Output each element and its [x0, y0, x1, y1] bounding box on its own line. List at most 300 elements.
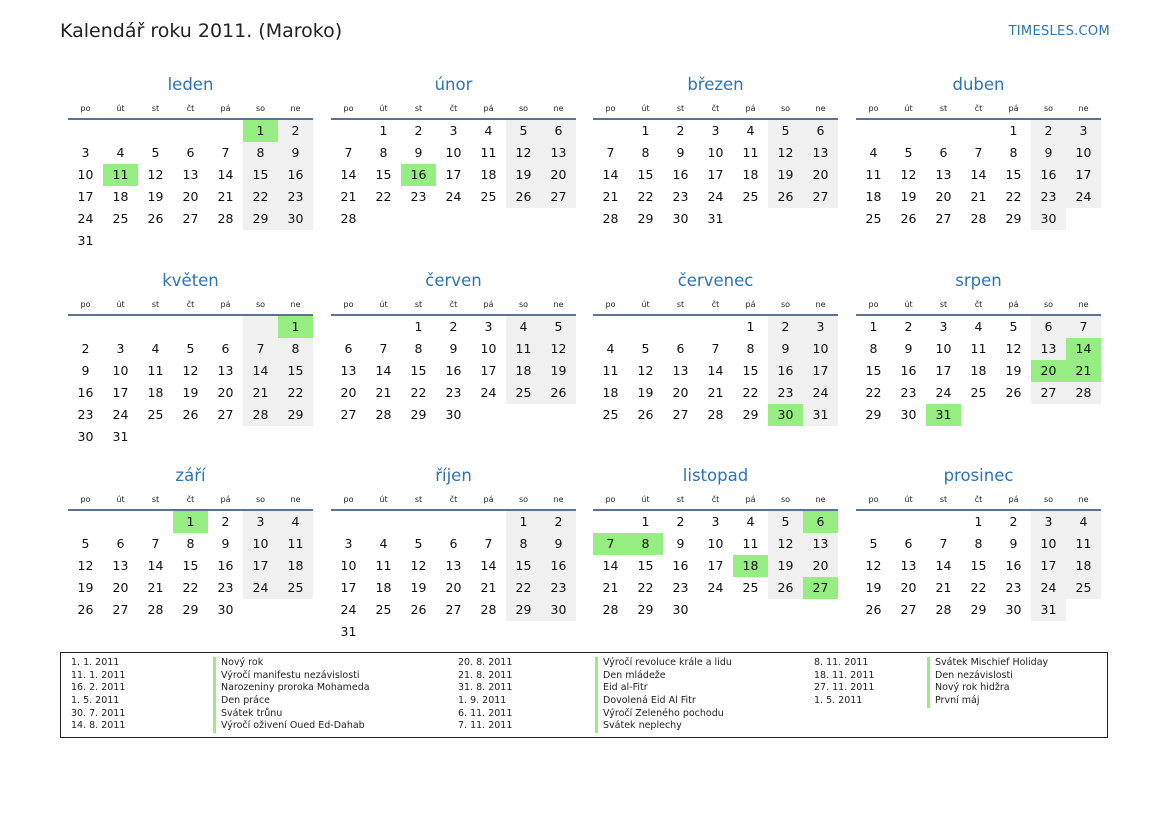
- day-cell: 3: [711, 123, 720, 138]
- weekday-label: st: [414, 495, 423, 504]
- weekend-day-cell: 5: [506, 120, 541, 142]
- weekend-day-cell: 10: [1031, 533, 1066, 555]
- weekday-label: ne: [553, 495, 564, 504]
- day-cell: 11: [480, 145, 497, 160]
- day-cell: 20: [112, 580, 129, 595]
- holiday-day-cell: 1: [278, 316, 313, 338]
- weekend-day-cell: 10: [803, 338, 838, 360]
- weekend-day-cell: 24: [243, 577, 278, 599]
- day-cell: 4: [151, 341, 160, 356]
- empty-cell: [173, 426, 208, 448]
- holiday-day-cell: 7: [593, 533, 628, 555]
- weekday-header: [856, 489, 1101, 511]
- day-cell: 14: [375, 363, 392, 378]
- day-cell: 8: [974, 536, 983, 551]
- day-cell: 5: [151, 145, 160, 160]
- weekday-label: pá: [1008, 104, 1019, 113]
- empty-cell: [856, 120, 891, 142]
- day-cell: 30: [217, 602, 234, 617]
- day-cell: 28: [935, 602, 952, 617]
- weekend-day-cell: 13: [541, 142, 576, 164]
- empty-cell: [331, 316, 366, 338]
- weekend-day-cell: 17: [1066, 164, 1101, 186]
- holiday-day-cell: 11: [103, 164, 138, 186]
- legend-holiday-name: Nový rok hidžra: [927, 682, 1048, 695]
- empty-cell: [243, 230, 278, 252]
- day-cell: 3: [344, 536, 353, 551]
- weekend-day-cell: 24: [1031, 577, 1066, 599]
- weekday-label: st: [676, 300, 685, 309]
- holiday-day-cell: 21: [1066, 360, 1101, 382]
- weekday-label: so: [518, 300, 529, 309]
- empty-cell: [506, 404, 541, 426]
- empty-cell: [103, 120, 138, 142]
- weekend-day-cell: 12: [768, 142, 803, 164]
- weekday-label: st: [939, 300, 948, 309]
- day-cell: 24: [340, 602, 357, 617]
- legend-names-column: [595, 657, 732, 733]
- weekend-day-cell: 7: [1066, 316, 1101, 338]
- day-cell: 18: [112, 189, 129, 204]
- day-cell: 20: [445, 580, 462, 595]
- weekday-label: po: [343, 104, 354, 113]
- weekend-day-cell: 26: [768, 186, 803, 208]
- legend-date: 7. 11. 2011: [458, 720, 513, 732]
- week-row: [856, 577, 1101, 599]
- weekday-label: so: [780, 300, 791, 309]
- day-cell: 17: [445, 167, 462, 182]
- day-cell: 2: [1009, 514, 1018, 529]
- empty-cell: [208, 316, 243, 338]
- weekday-label: út: [116, 300, 125, 309]
- weekday-label: so: [518, 495, 529, 504]
- day-cell: 6: [449, 536, 458, 551]
- weekend-day-cell: 11: [506, 338, 541, 360]
- weekday-label: st: [414, 104, 423, 113]
- week-row: [68, 577, 313, 599]
- week-row: [593, 338, 838, 360]
- day-cell: 6: [344, 341, 353, 356]
- weekend-day-cell: 9: [541, 533, 576, 555]
- empty-cell: [663, 316, 698, 338]
- legend-date: 1. 9. 2011: [458, 695, 507, 707]
- legend-date: 8. 11. 2011: [814, 657, 869, 668]
- empty-cell: [891, 120, 926, 142]
- day-cell: 27: [217, 407, 234, 422]
- weekend-day-cell: 2: [541, 511, 576, 533]
- day-cell: 15: [375, 167, 392, 182]
- day-cell: 21: [217, 189, 234, 204]
- empty-cell: [698, 316, 733, 338]
- week-row: [593, 555, 838, 577]
- day-cell: 23: [1005, 580, 1022, 595]
- week-row: [68, 426, 313, 448]
- week-row: [331, 208, 576, 230]
- day-cell: 26: [865, 602, 882, 617]
- day-cell: 8: [186, 536, 195, 551]
- day-cell: 1: [379, 123, 388, 138]
- week-row: [593, 208, 838, 230]
- day-cell: 12: [637, 363, 654, 378]
- empty-cell: [366, 208, 401, 230]
- day-cell: 24: [935, 385, 952, 400]
- week-row: [331, 360, 576, 382]
- day-cell: 26: [410, 602, 427, 617]
- week-row: [593, 186, 838, 208]
- holiday-day-cell: 18: [733, 555, 768, 577]
- legend-holiday-name: Nový rok: [213, 657, 370, 670]
- day-cell: 13: [672, 363, 689, 378]
- weekend-day-cell: 4: [278, 511, 313, 533]
- week-row: [856, 142, 1101, 164]
- day-cell: 29: [637, 211, 654, 226]
- day-cell: 12: [865, 558, 882, 573]
- day-cell: 30: [672, 602, 689, 617]
- day-cell: 11: [970, 341, 987, 356]
- day-cell: 18: [602, 385, 619, 400]
- day-cell: 5: [1009, 319, 1018, 334]
- weekday-label: ne: [815, 104, 826, 113]
- day-cell: 20: [217, 385, 234, 400]
- legend-date: 1. 1. 2011: [71, 657, 120, 668]
- day-cell: 19: [865, 580, 882, 595]
- day-cell: 9: [449, 341, 458, 356]
- day-cell: 4: [869, 145, 878, 160]
- weekend-day-cell: 17: [243, 555, 278, 577]
- legend-holiday-name: Výročí revoluce krále a lidu: [595, 657, 732, 670]
- day-cell: 11: [742, 536, 759, 551]
- day-cell: 29: [970, 602, 987, 617]
- day-cell: 4: [746, 123, 755, 138]
- month-name: červen: [425, 271, 482, 290]
- legend-holiday-name: Den nezávislosti: [927, 670, 1048, 683]
- weekend-day-cell: 27: [1031, 382, 1066, 404]
- weekday-header: [593, 294, 838, 316]
- day-cell: 22: [182, 580, 199, 595]
- day-cell: 7: [974, 145, 983, 160]
- empty-cell: [471, 208, 506, 230]
- weekday-label: pá: [1008, 495, 1019, 504]
- weekday-label: so: [1043, 300, 1054, 309]
- week-row: [856, 511, 1101, 533]
- month-name: únor: [434, 75, 473, 94]
- holiday-day-cell: 8: [628, 533, 663, 555]
- weekday-label: st: [939, 104, 948, 113]
- day-cell: 5: [641, 341, 650, 356]
- day-cell: 22: [375, 189, 392, 204]
- legend-holiday-name: Svátek neplechy: [595, 720, 732, 733]
- empty-cell: [506, 208, 541, 230]
- empty-cell: [138, 230, 173, 252]
- day-cell: 22: [865, 385, 882, 400]
- day-cell: 6: [116, 536, 125, 551]
- weekend-day-cell: 13: [1031, 338, 1066, 360]
- weekday-label: út: [116, 495, 125, 504]
- empty-cell: [68, 511, 103, 533]
- weekend-day-cell: 30: [1031, 208, 1066, 230]
- weekend-day-cell: 15: [506, 555, 541, 577]
- day-cell: 18: [865, 189, 882, 204]
- empty-cell: [68, 316, 103, 338]
- month-říjen: [331, 463, 576, 643]
- day-cell: 3: [711, 514, 720, 529]
- week-row: [856, 186, 1101, 208]
- month-name: leden: [167, 75, 214, 94]
- weekday-header: [856, 294, 1101, 316]
- day-cell: 30: [672, 211, 689, 226]
- weekday-label: so: [255, 300, 266, 309]
- weekend-day-cell: 10: [1066, 142, 1101, 164]
- day-cell: 7: [344, 145, 353, 160]
- weekend-day-cell: 23: [278, 186, 313, 208]
- weekday-label: so: [255, 104, 266, 113]
- empty-cell: [471, 621, 506, 643]
- weekday-label: pá: [1008, 300, 1019, 309]
- week-row: [593, 511, 838, 533]
- day-cell: 19: [147, 189, 164, 204]
- day-cell: 14: [707, 363, 724, 378]
- day-cell: 13: [112, 558, 129, 573]
- week-row: [68, 511, 313, 533]
- day-cell: 29: [637, 602, 654, 617]
- day-cell: 9: [676, 536, 685, 551]
- day-cell: 17: [707, 558, 724, 573]
- weekend-day-cell: 28: [1066, 382, 1101, 404]
- weekday-label: st: [151, 495, 160, 504]
- weekday-label: út: [379, 300, 388, 309]
- legend-date: 30. 7. 2011: [71, 707, 126, 719]
- day-cell: 21: [602, 189, 619, 204]
- weekend-day-cell: 3: [243, 511, 278, 533]
- day-cell: 30: [900, 407, 917, 422]
- day-cell: 2: [676, 514, 685, 529]
- empty-cell: [173, 120, 208, 142]
- day-cell: 2: [904, 319, 913, 334]
- day-cell: 22: [970, 580, 987, 595]
- weekend-day-cell: 18: [506, 360, 541, 382]
- weekend-day-cell: 2: [278, 120, 313, 142]
- empty-cell: [926, 511, 961, 533]
- day-cell: 3: [449, 123, 458, 138]
- week-row: [593, 120, 838, 142]
- week-row: [68, 164, 313, 186]
- day-cell: 5: [81, 536, 90, 551]
- empty-cell: [103, 230, 138, 252]
- week-row: [856, 533, 1101, 555]
- empty-cell: [278, 230, 313, 252]
- weekend-day-cell: 23: [768, 382, 803, 404]
- weekend-day-cell: 6: [541, 120, 576, 142]
- weekday-label: po: [605, 495, 616, 504]
- week-row: [331, 120, 576, 142]
- empty-cell: [103, 316, 138, 338]
- weekend-day-cell: 20: [803, 164, 838, 186]
- day-cell: 14: [602, 558, 619, 573]
- weekend-day-cell: 3: [803, 316, 838, 338]
- legend-holiday-name: Výročí manifestu nezávislosti: [213, 670, 370, 683]
- weekend-day-cell: 4: [1066, 511, 1101, 533]
- weekend-day-cell: 25: [278, 577, 313, 599]
- day-cell: 12: [77, 558, 94, 573]
- legend-date: 1. 5. 2011: [814, 695, 863, 707]
- day-cell: 20: [672, 385, 689, 400]
- week-row: [68, 338, 313, 360]
- day-cell: 24: [445, 189, 462, 204]
- day-cell: 19: [900, 189, 917, 204]
- day-cell: 2: [449, 319, 458, 334]
- week-row: [68, 120, 313, 142]
- brand-link[interactable]: TIMESLES.COM: [1008, 24, 1110, 39]
- day-cell: 24: [480, 385, 497, 400]
- month-name: březen: [687, 75, 744, 94]
- empty-cell: [593, 316, 628, 338]
- empty-cell: [138, 511, 173, 533]
- day-cell: 3: [484, 319, 493, 334]
- day-cell: 4: [484, 123, 493, 138]
- weekday-label: pá: [745, 104, 756, 113]
- legend-holiday-name: Den mládeže: [595, 670, 732, 683]
- week-row: [856, 360, 1101, 382]
- empty-cell: [366, 316, 401, 338]
- month-květen: [68, 268, 313, 448]
- day-cell: 23: [445, 385, 462, 400]
- day-cell: 25: [865, 211, 882, 226]
- weekend-day-cell: 31: [803, 404, 838, 426]
- day-cell: 15: [410, 363, 427, 378]
- empty-cell: [173, 230, 208, 252]
- day-cell: 23: [410, 189, 427, 204]
- day-cell: 1: [414, 319, 423, 334]
- week-row: [593, 382, 838, 404]
- day-cell: 31: [77, 233, 94, 248]
- day-cell: 19: [77, 580, 94, 595]
- weekday-label: út: [641, 300, 650, 309]
- holiday-day-cell: 20: [1031, 360, 1066, 382]
- weekday-label: pá: [220, 300, 231, 309]
- weekday-label: út: [904, 495, 913, 504]
- day-cell: 13: [900, 558, 917, 573]
- day-cell: 10: [445, 145, 462, 160]
- day-cell: 15: [865, 363, 882, 378]
- weekday-label: čt: [449, 104, 458, 113]
- day-cell: 8: [414, 341, 423, 356]
- weekend-day-cell: 3: [1066, 120, 1101, 142]
- legend-holiday-name: Den práce: [213, 695, 370, 708]
- month-name: září: [175, 466, 206, 485]
- holiday-day-cell: 31: [926, 404, 961, 426]
- day-cell: 12: [1005, 341, 1022, 356]
- holiday-day-cell: 27: [803, 577, 838, 599]
- day-cell: 17: [340, 580, 357, 595]
- day-cell: 7: [484, 536, 493, 551]
- weekend-day-cell: 6: [803, 120, 838, 142]
- day-cell: 25: [375, 602, 392, 617]
- legend-dates-column: [71, 657, 125, 733]
- day-cell: 16: [672, 167, 689, 182]
- day-cell: 21: [970, 189, 987, 204]
- empty-cell: [243, 599, 278, 621]
- week-row: [856, 555, 1101, 577]
- weekend-day-cell: 28: [243, 404, 278, 426]
- day-cell: 11: [375, 558, 392, 573]
- day-cell: 31: [340, 624, 357, 639]
- week-row: [593, 577, 838, 599]
- empty-cell: [803, 208, 838, 230]
- weekday-label: čt: [711, 300, 720, 309]
- week-row: [68, 208, 313, 230]
- weekday-label: ne: [1078, 104, 1089, 113]
- day-cell: 27: [935, 211, 952, 226]
- weekend-day-cell: 3: [1031, 511, 1066, 533]
- empty-cell: [856, 511, 891, 533]
- day-cell: 1: [974, 514, 983, 529]
- day-cell: 20: [182, 189, 199, 204]
- weekday-label: po: [80, 104, 91, 113]
- day-cell: 6: [676, 341, 685, 356]
- weekend-day-cell: 29: [278, 404, 313, 426]
- day-cell: 27: [445, 602, 462, 617]
- weekend-day-cell: 21: [243, 382, 278, 404]
- day-cell: 17: [480, 363, 497, 378]
- day-cell: 28: [217, 211, 234, 226]
- week-row: [68, 186, 313, 208]
- week-row: [856, 164, 1101, 186]
- day-cell: 27: [182, 211, 199, 226]
- day-cell: 15: [182, 558, 199, 573]
- week-row: [68, 533, 313, 555]
- legend-date: 21. 8. 2011: [458, 669, 513, 681]
- weekday-label: út: [904, 300, 913, 309]
- weekday-header: [68, 294, 313, 316]
- weekend-day-cell: 13: [803, 533, 838, 555]
- weekday-label: so: [1043, 104, 1054, 113]
- empty-cell: [541, 621, 576, 643]
- weekday-label: út: [904, 104, 913, 113]
- weekday-label: po: [868, 495, 879, 504]
- weekday-label: po: [868, 300, 879, 309]
- weekday-label: čt: [974, 300, 983, 309]
- week-row: [331, 142, 576, 164]
- day-cell: 29: [410, 407, 427, 422]
- week-row: [856, 382, 1101, 404]
- weekend-day-cell: 27: [541, 186, 576, 208]
- day-cell: 7: [379, 341, 388, 356]
- week-row: [68, 230, 313, 252]
- day-cell: 23: [217, 580, 234, 595]
- legend-date: 1. 5. 2011: [71, 695, 120, 707]
- day-cell: 28: [147, 602, 164, 617]
- week-row: [331, 577, 576, 599]
- weekday-label: po: [343, 495, 354, 504]
- day-cell: 4: [746, 514, 755, 529]
- weekend-day-cell: 27: [803, 186, 838, 208]
- legend-holiday-name: Narozeniny proroka Mohameda: [213, 682, 370, 695]
- weekday-label: pá: [483, 495, 494, 504]
- month-name: květen: [162, 271, 219, 290]
- weekend-day-cell: 20: [803, 555, 838, 577]
- empty-cell: [926, 120, 961, 142]
- day-cell: 23: [900, 385, 917, 400]
- day-cell: 17: [935, 363, 952, 378]
- weekday-header: [593, 489, 838, 511]
- day-cell: 11: [602, 363, 619, 378]
- day-cell: 13: [935, 167, 952, 182]
- week-row: [68, 142, 313, 164]
- day-cell: 11: [865, 167, 882, 182]
- day-cell: 10: [77, 167, 94, 182]
- weekend-day-cell: 12: [768, 533, 803, 555]
- day-cell: 28: [602, 211, 619, 226]
